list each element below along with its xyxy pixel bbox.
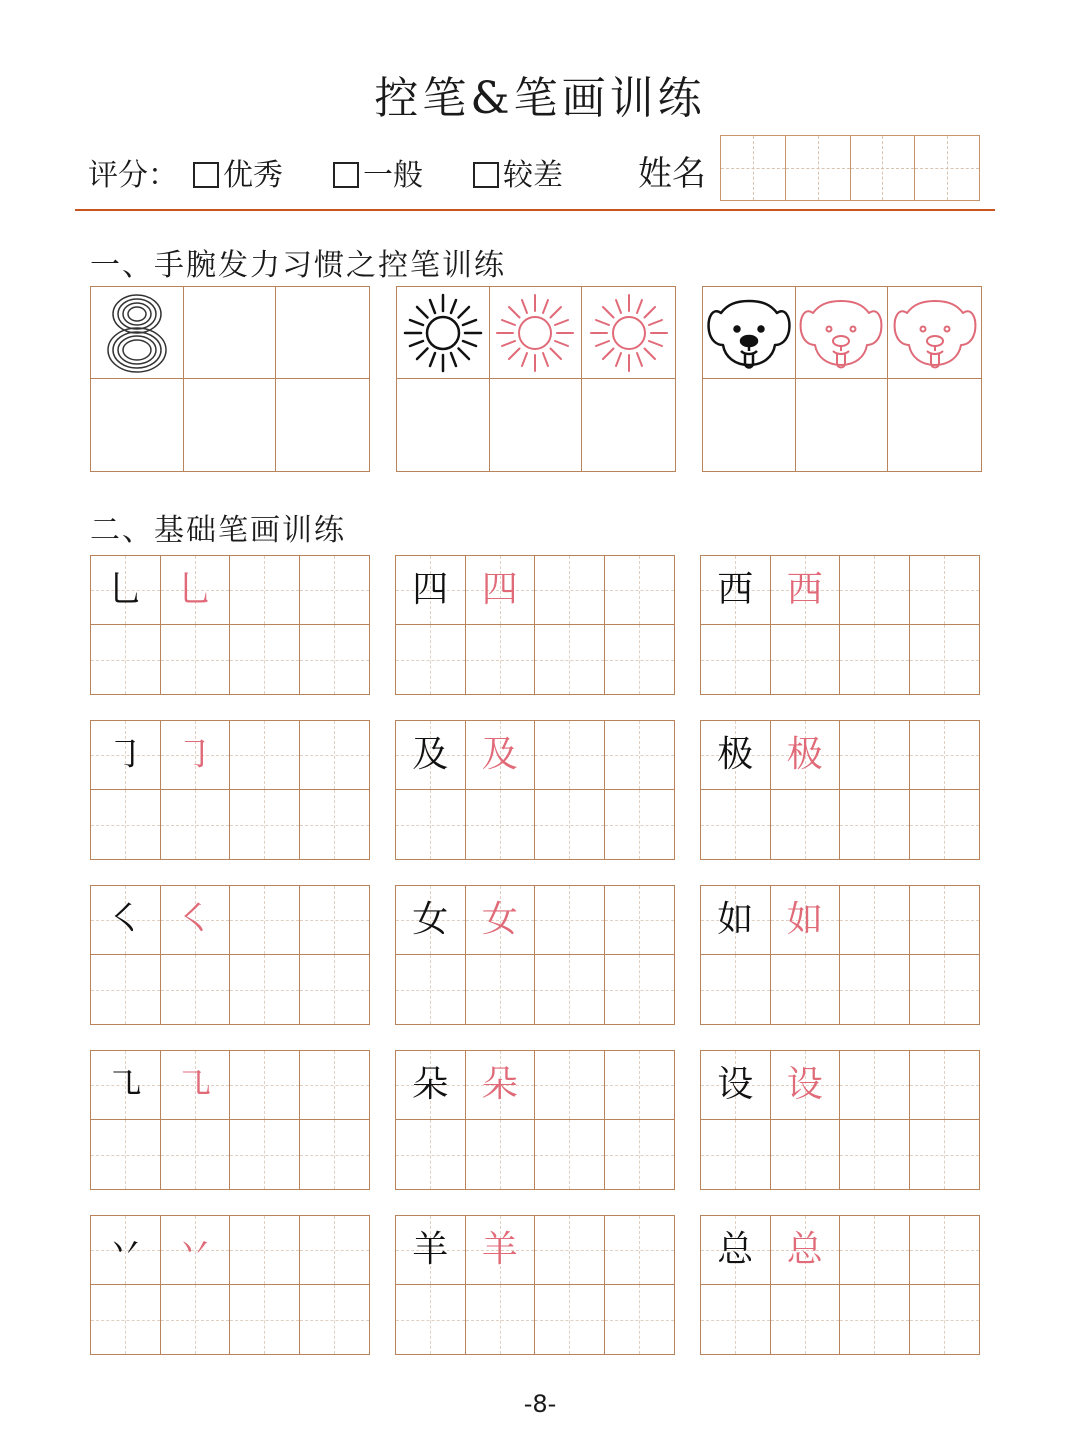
practice-cell[interactable] — [605, 721, 675, 790]
practice-cell[interactable] — [230, 955, 300, 1024]
trace-character: 及 — [481, 734, 518, 775]
name-cell[interactable] — [721, 136, 786, 200]
pen-control-box-sun — [396, 286, 676, 472]
practice-cell[interactable] — [184, 287, 277, 379]
trace-char-cell — [771, 1051, 841, 1120]
practice-cell[interactable] — [605, 955, 675, 1024]
practice-cell[interactable] — [230, 1120, 300, 1189]
option-average[interactable]: 一般 — [333, 150, 423, 194]
trace-char-cell — [466, 721, 536, 790]
practice-cell[interactable] — [230, 556, 300, 625]
practice-cell[interactable] — [466, 790, 536, 859]
practice-cell[interactable] — [300, 721, 370, 790]
practice-cell[interactable] — [91, 790, 161, 859]
model-char-cell — [91, 721, 161, 790]
practice-cell[interactable] — [300, 1120, 370, 1189]
practice-cell[interactable] — [276, 379, 369, 471]
practice-cell[interactable] — [840, 1216, 910, 1285]
practice-cell[interactable] — [796, 379, 889, 471]
stroke-practice-grid — [395, 720, 675, 860]
trace-char-cell — [161, 1051, 231, 1120]
dog-face-icon — [796, 287, 889, 379]
model-character: 女 — [412, 899, 449, 940]
practice-cell[interactable] — [582, 379, 675, 471]
practice-cell[interactable] — [771, 1120, 841, 1189]
practice-cell[interactable] — [701, 1120, 771, 1189]
practice-cell[interactable] — [910, 955, 980, 1024]
practice-cell[interactable] — [91, 625, 161, 694]
practice-cell[interactable] — [184, 379, 277, 471]
practice-cell[interactable] — [605, 1285, 675, 1354]
practice-cell[interactable] — [490, 379, 583, 471]
practice-cell[interactable] — [701, 625, 771, 694]
practice-cell[interactable] — [840, 886, 910, 955]
stroke-practice-grid — [395, 885, 675, 1025]
trace-character: ㇛ — [176, 899, 213, 940]
model-char-cell — [91, 1216, 161, 1285]
practice-cell[interactable] — [605, 886, 675, 955]
practice-cell[interactable] — [910, 1285, 980, 1354]
trace-char-cell — [466, 1051, 536, 1120]
trace-char-cell — [466, 1216, 536, 1285]
practice-cell[interactable] — [771, 625, 841, 694]
practice-cell[interactable] — [230, 790, 300, 859]
practice-cell[interactable] — [396, 1285, 466, 1354]
practice-cell[interactable] — [840, 1285, 910, 1354]
practice-cell[interactable] — [466, 955, 536, 1024]
number-8-outline-icon — [91, 287, 184, 379]
practice-cell[interactable] — [535, 1051, 605, 1120]
model-char-cell — [91, 556, 161, 625]
practice-cell[interactable] — [466, 1285, 536, 1354]
practice-cell[interactable] — [701, 790, 771, 859]
checkbox-icon[interactable] — [333, 162, 359, 188]
model-char-cell — [396, 556, 466, 625]
trace-character: 西 — [786, 569, 823, 610]
practice-cell[interactable] — [771, 1285, 841, 1354]
practice-cell[interactable] — [840, 955, 910, 1024]
practice-cell[interactable] — [840, 721, 910, 790]
practice-cell[interactable] — [535, 1216, 605, 1285]
practice-cell[interactable] — [910, 625, 980, 694]
practice-cell[interactable] — [605, 790, 675, 859]
trace-char-cell — [771, 721, 841, 790]
practice-cell[interactable] — [161, 1120, 231, 1189]
practice-cell[interactable] — [300, 886, 370, 955]
model-character: ㇈ — [107, 1064, 144, 1105]
practice-cell[interactable] — [161, 790, 231, 859]
model-char-cell — [91, 886, 161, 955]
page-title: 控笔&笔画训练 — [374, 73, 706, 124]
practice-cell[interactable] — [840, 1120, 910, 1189]
model-char-cell — [701, 721, 771, 790]
trace-char-cell — [161, 886, 231, 955]
stroke-practice-grid — [700, 1050, 980, 1190]
practice-cell[interactable] — [910, 790, 980, 859]
model-char-cell — [91, 1051, 161, 1120]
name-cell[interactable] — [915, 136, 979, 200]
model-character: ㇆ — [107, 734, 144, 775]
practice-cell[interactable] — [230, 1051, 300, 1120]
practice-cell[interactable] — [300, 556, 370, 625]
practice-cell[interactable] — [605, 556, 675, 625]
practice-cell[interactable] — [91, 1120, 161, 1189]
trace-character: 设 — [786, 1064, 823, 1105]
practice-cell[interactable] — [300, 1051, 370, 1120]
trace-character: 四 — [481, 569, 518, 610]
checkbox-icon[interactable] — [473, 162, 499, 188]
trace-char-cell — [771, 1216, 841, 1285]
practice-cell[interactable] — [300, 1285, 370, 1354]
stroke-practice-grid — [700, 555, 980, 695]
practice-cell[interactable] — [703, 379, 796, 471]
pen-control-box-8 — [90, 286, 370, 472]
dog-face-icon — [888, 287, 981, 379]
model-char-cell — [701, 1216, 771, 1285]
option-poor[interactable]: 较差 — [473, 150, 563, 194]
header-divider — [75, 209, 995, 211]
trace-character: 丷 — [176, 1229, 213, 1270]
practice-cell[interactable] — [276, 287, 369, 379]
dog-face-icon — [703, 287, 796, 379]
model-character: ㇛ — [107, 899, 144, 940]
trace-character: 如 — [786, 899, 823, 940]
practice-cell[interactable] — [535, 625, 605, 694]
practice-cell[interactable] — [230, 886, 300, 955]
model-character: 西 — [717, 569, 754, 610]
practice-cell[interactable] — [605, 1216, 675, 1285]
practice-cell[interactable] — [701, 955, 771, 1024]
practice-cell[interactable] — [910, 1051, 980, 1120]
model-char-cell — [396, 721, 466, 790]
stroke-practice-grid — [395, 555, 675, 695]
name-grid[interactable] — [720, 135, 980, 201]
model-character: 乚 — [107, 569, 144, 610]
practice-cell[interactable] — [605, 1051, 675, 1120]
model-character: 丷 — [107, 1229, 144, 1270]
model-character: 极 — [717, 734, 754, 775]
stroke-practice-grid — [90, 1050, 370, 1190]
trace-char-cell — [466, 886, 536, 955]
checkbox-icon[interactable] — [193, 162, 219, 188]
trace-character: 羊 — [481, 1229, 518, 1270]
practice-cell[interactable] — [161, 955, 231, 1024]
model-char-cell — [701, 886, 771, 955]
stroke-practice-grid — [700, 720, 980, 860]
section1-title: 一、手腕发力习惯之控笔训练 — [90, 248, 506, 283]
practice-cell[interactable] — [771, 790, 841, 859]
practice-cell[interactable] — [396, 625, 466, 694]
practice-cell[interactable] — [300, 790, 370, 859]
trace-char-cell — [466, 556, 536, 625]
practice-cell[interactable] — [840, 1051, 910, 1120]
practice-cell[interactable] — [161, 625, 231, 694]
model-char-cell — [396, 1051, 466, 1120]
practice-cell[interactable] — [910, 556, 980, 625]
trace-character: 总 — [786, 1229, 823, 1270]
stroke-practice-grid — [395, 1215, 675, 1355]
model-character: 设 — [717, 1064, 754, 1105]
practice-cell[interactable] — [300, 625, 370, 694]
trace-char-cell — [771, 556, 841, 625]
name-label: 姓名 — [638, 154, 706, 194]
practice-cell[interactable] — [396, 955, 466, 1024]
stroke-practice-grid — [90, 555, 370, 695]
practice-cell[interactable] — [91, 1285, 161, 1354]
page-number: -8- — [523, 1390, 557, 1418]
trace-character: ㇆ — [176, 734, 213, 775]
model-char-cell — [701, 1051, 771, 1120]
model-character: 羊 — [412, 1229, 449, 1270]
trace-char-cell — [161, 1216, 231, 1285]
trace-character: 极 — [786, 734, 823, 775]
practice-cell[interactable] — [300, 1216, 370, 1285]
practice-cell[interactable] — [910, 721, 980, 790]
practice-cell[interactable] — [701, 1285, 771, 1354]
pen-control-box-dog — [702, 286, 982, 472]
practice-cell[interactable] — [397, 379, 490, 471]
model-char-cell — [701, 556, 771, 625]
model-character: 四 — [412, 569, 449, 610]
practice-cell[interactable] — [535, 1285, 605, 1354]
trace-char-cell — [161, 556, 231, 625]
practice-cell[interactable] — [300, 955, 370, 1024]
practice-cell[interactable] — [396, 790, 466, 859]
practice-cell[interactable] — [230, 625, 300, 694]
practice-cell[interactable] — [535, 721, 605, 790]
practice-cell[interactable] — [535, 1120, 605, 1189]
trace-char-cell — [771, 886, 841, 955]
model-character: 如 — [717, 899, 754, 940]
practice-cell[interactable] — [771, 955, 841, 1024]
stroke-practice-grid — [700, 885, 980, 1025]
model-character: 总 — [717, 1229, 754, 1270]
section2-title: 二、基础笔画训练 — [90, 513, 346, 548]
practice-cell[interactable] — [91, 955, 161, 1024]
name-cell[interactable] — [786, 136, 851, 200]
trace-character: 乚 — [176, 569, 213, 610]
model-char-cell — [396, 1216, 466, 1285]
practice-cell[interactable] — [605, 625, 675, 694]
sun-icon — [490, 287, 583, 379]
trace-character: 朵 — [481, 1064, 518, 1105]
model-character: 朵 — [412, 1064, 449, 1105]
trace-character: ㇈ — [176, 1064, 213, 1105]
stroke-practice-grid — [90, 720, 370, 860]
practice-cell[interactable] — [888, 379, 981, 471]
practice-cell[interactable] — [840, 556, 910, 625]
trace-char-cell — [161, 721, 231, 790]
practice-cell[interactable] — [910, 886, 980, 955]
practice-cell[interactable] — [535, 790, 605, 859]
practice-cell[interactable] — [840, 625, 910, 694]
practice-cell[interactable] — [535, 955, 605, 1024]
trace-character: 女 — [481, 899, 518, 940]
model-character: 及 — [412, 734, 449, 775]
stroke-practice-grid — [90, 1215, 370, 1355]
practice-cell[interactable] — [605, 1120, 675, 1189]
practice-cell[interactable] — [161, 1285, 231, 1354]
option-excellent[interactable]: 优秀 — [193, 150, 283, 194]
stroke-practice-grid — [90, 885, 370, 1025]
practice-cell[interactable] — [396, 1120, 466, 1189]
practice-cell[interactable] — [910, 1216, 980, 1285]
stroke-practice-grid — [700, 1215, 980, 1355]
practice-cell[interactable] — [466, 1120, 536, 1189]
sun-icon — [397, 287, 490, 379]
practice-cell[interactable] — [535, 556, 605, 625]
rating-label: 评分： — [88, 158, 178, 193]
practice-cell[interactable] — [466, 625, 536, 694]
practice-cell[interactable] — [230, 1285, 300, 1354]
sun-icon — [582, 287, 675, 379]
stroke-practice-grid — [395, 1050, 675, 1190]
practice-cell[interactable] — [230, 721, 300, 790]
practice-cell[interactable] — [535, 886, 605, 955]
practice-cell[interactable] — [230, 1216, 300, 1285]
practice-cell[interactable] — [910, 1120, 980, 1189]
model-char-cell — [396, 886, 466, 955]
practice-cell[interactable] — [91, 379, 184, 471]
practice-cell[interactable] — [840, 790, 910, 859]
name-cell[interactable] — [851, 136, 916, 200]
